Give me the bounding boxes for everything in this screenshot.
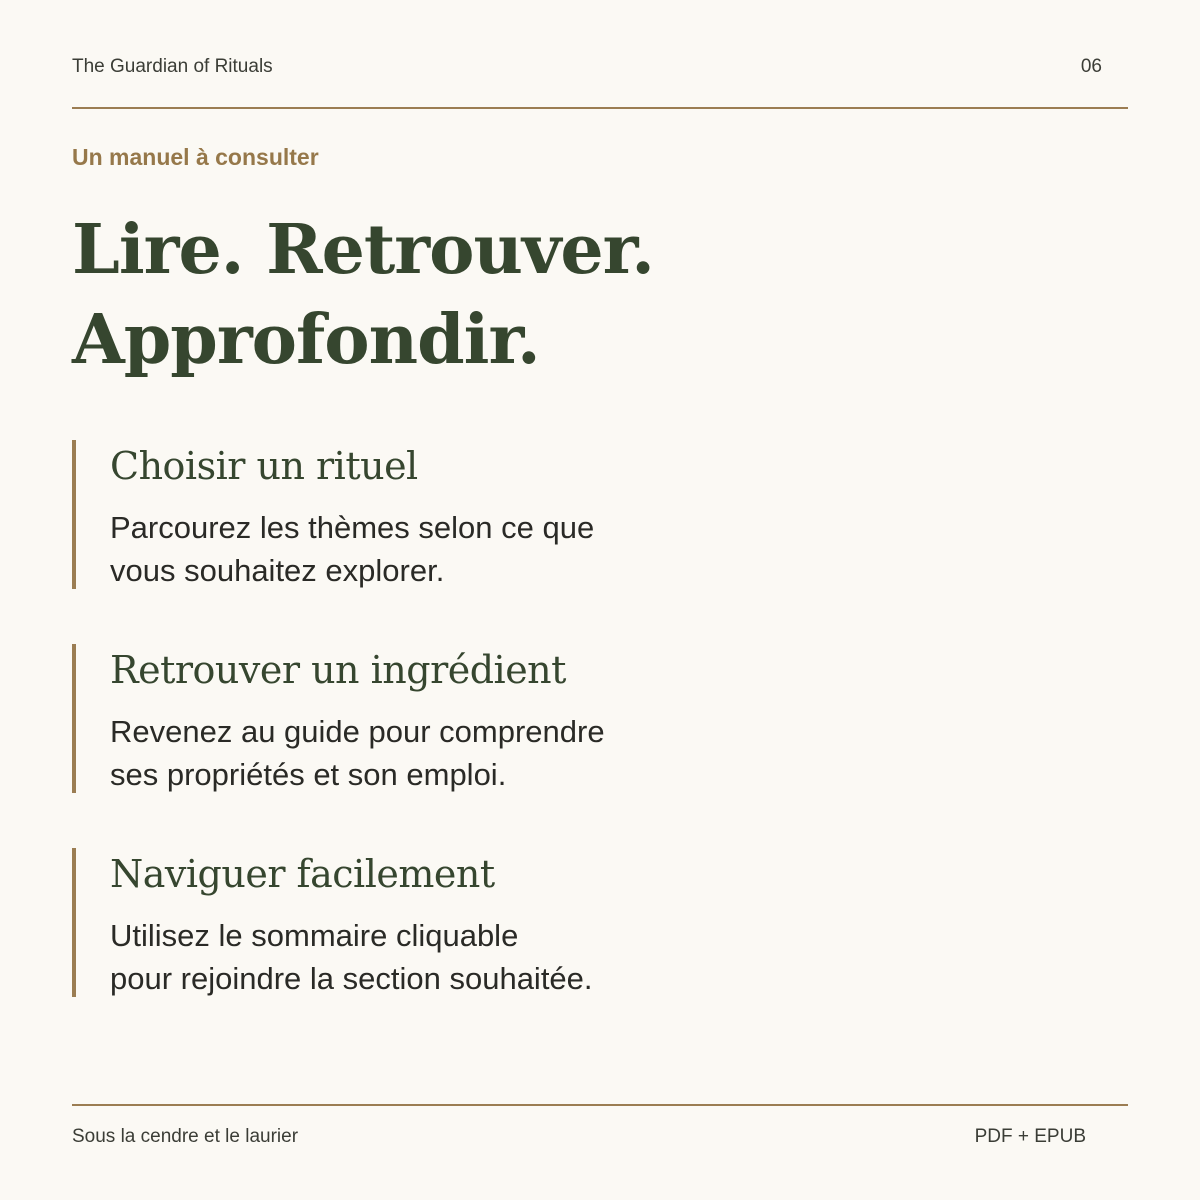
feature-description-line: ses propriétés et son emploi. xyxy=(110,757,507,792)
page-footer xyxy=(72,1126,1128,1148)
feature-description-line: Revenez au guide pour comprendre xyxy=(110,714,605,749)
feature-description xyxy=(110,506,772,592)
feature-title: Choisir un rituel xyxy=(110,444,418,488)
page-title xyxy=(72,205,654,385)
eyebrow-label: Un manuel à consulter xyxy=(72,144,319,170)
feature-item-find-ingredient xyxy=(72,644,772,793)
page-number: 06 xyxy=(1080,56,1102,77)
feature-description xyxy=(110,710,772,796)
feature-title: Naviguer facilement xyxy=(110,852,495,896)
feature-list xyxy=(72,440,772,1052)
title-line-1: Lire. Retrouver. xyxy=(72,210,654,290)
book-title: The Guardian of Rituals xyxy=(72,56,273,77)
feature-description-line: Utilisez le sommaire cliquable xyxy=(110,918,519,953)
title-line-2: Approfondir. xyxy=(72,300,540,380)
header-divider xyxy=(72,107,1128,109)
feature-item-choose-ritual xyxy=(72,440,772,589)
feature-description xyxy=(110,914,772,1000)
feature-description-line: pour rejoindre la section souhaitée. xyxy=(110,961,593,996)
footer-divider xyxy=(72,1104,1128,1106)
feature-description-line: Parcourez les thèmes selon ce que xyxy=(110,510,595,545)
series-title: Sous la cendre et le laurier xyxy=(72,1126,299,1147)
feature-title: Retrouver un ingrédient xyxy=(110,648,566,692)
feature-item-navigate xyxy=(72,848,772,997)
feature-description-line: vous souhaitez explorer. xyxy=(110,553,445,588)
format-label: PDF + EPUB xyxy=(974,1126,1086,1147)
page-header xyxy=(72,56,1128,78)
